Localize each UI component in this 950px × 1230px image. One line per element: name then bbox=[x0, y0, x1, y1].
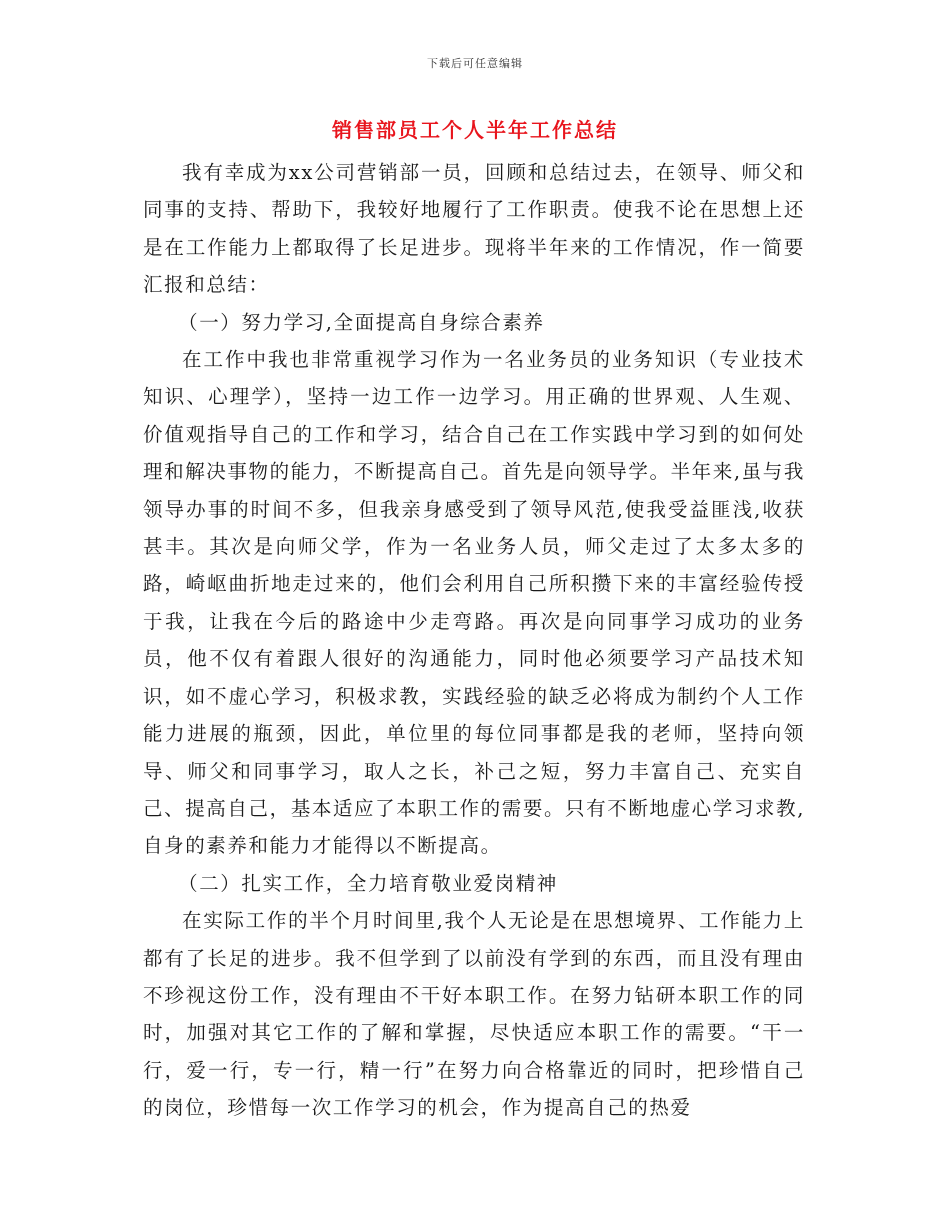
section-heading-2: （二）扎实工作，全力培育敬业爱岗精神 bbox=[178, 871, 558, 895]
document-title: 销售部员工个人半年工作总结 bbox=[332, 118, 618, 142]
intro-paragraph: 我有幸成为xx公司营销部一员，回顾和总结过去，在领导、师父和同事的支持、帮助下，我较好地履行了工作职责。使我不论在思想上还是在工作能力上都取得了长足进步。现将半年来的工作情况，作一简要汇报和总结： bbox=[143, 161, 805, 297]
header-note: 下载后可任意编辑 bbox=[427, 57, 523, 70]
section-1-paragraph: 在工作中我也非常重视学习作为一名业务员的业务知识（专业技术知识、心理学），坚持一边工作一边学习。用正确的世界观、人生观、价值观指导自己的工作和学习，结合自己在工作实践中学习到的如何处理和解决事物的能力，不断提高自己。首先是向领导学。半年来,虽与我领导办事的时间不多，但我亲身感受到了领导风范,使我受益匪浅,收获甚丰。其次是向师父学，作为一名业务人员，师父走过了太多太多的路，崎岖曲折地走过来的，他们会利用自己所积攒下来的丰富经验传授于我，让我在今后的路途中少走弯路。再次是向同事学习成功的业务员，他不仅有着跟人很好的沟通能力，同时他必须要学习产品技术知识，如不虚心学习，积极求教，实践经验的缺乏必将成为制约个人工作能力进展的瓶颈，因此，单位里的每位同事都是我的老师，坚持向领导、师父和同事学习，取人之长，补己之短，努力丰富自己、充实自己、提高自己，基本适应了本职工作的需要。只有不断地虚心学习求教,自身的素养和能力才能得以不断提高。 bbox=[143, 348, 805, 858]
section-heading-1: （一）努力学习,全面提高自身综合素养 bbox=[178, 310, 545, 334]
document-body bbox=[143, 154, 805, 1127]
section-2-paragraph: 在实际工作的半个月时间里,我个人无论是在思想境界、工作能力上都有了长足的进步。我不但学到了以前没有学到的东西，而且没有理由不珍视这份工作，没有理由不干好本职工作。在努力钻研本职工作的同时，加强对其它工作的了解和掌握，尽快适应本职工作的需要。“干一行，爱一行，专一行，精一行”在努力向合格靠近的同时，把珍惜自己的岗位，珍惜每一次工作学习的机会，作为提高自己的热爱 bbox=[143, 909, 805, 1120]
